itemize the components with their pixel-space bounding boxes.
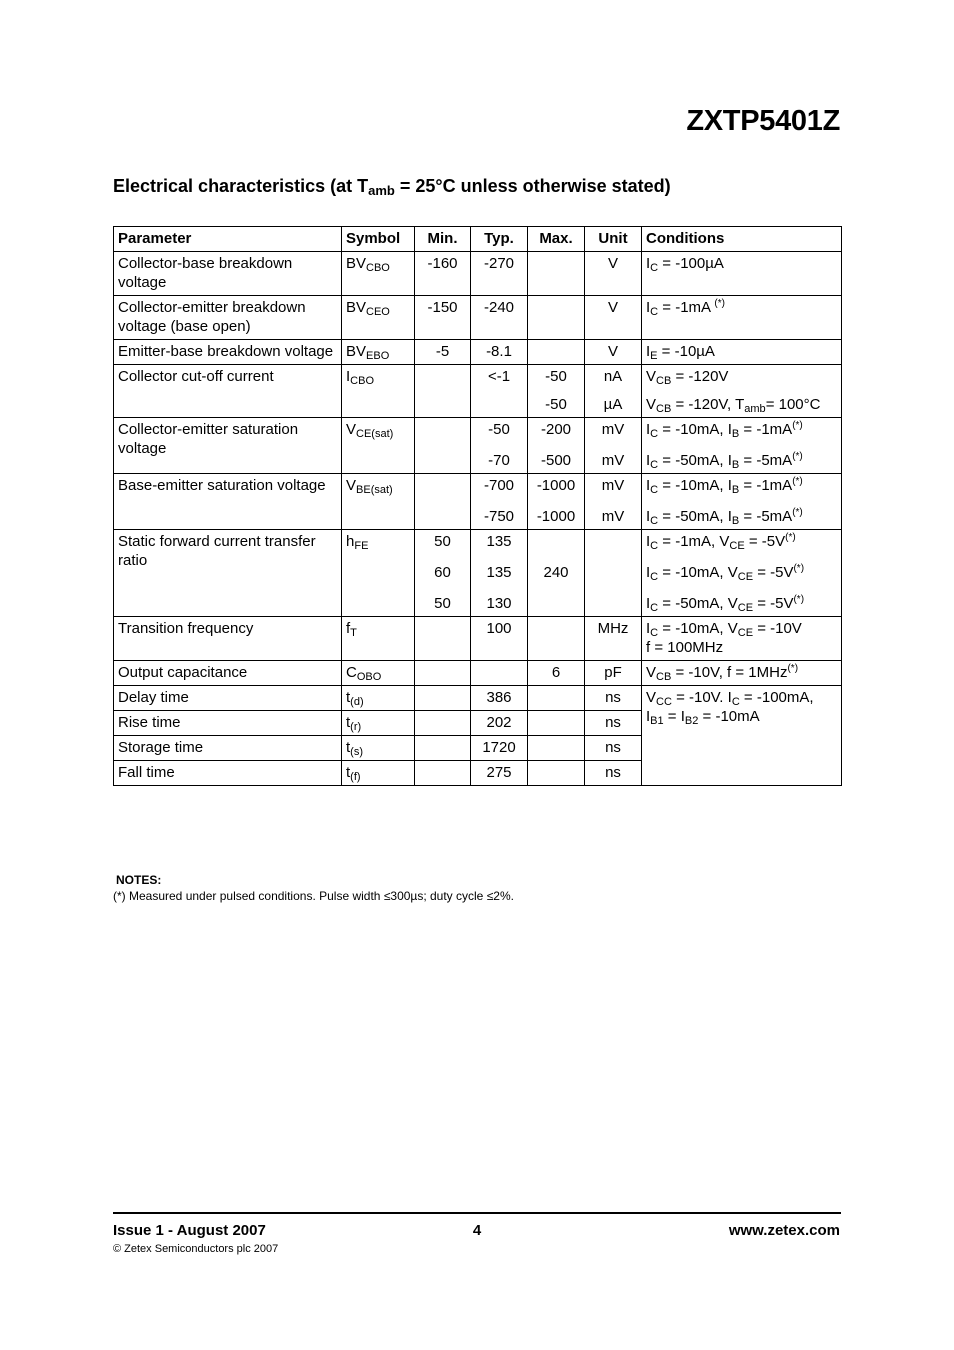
symbol-base: t: [346, 764, 351, 781]
conditions-cell: [642, 418, 842, 474]
subscript: amb: [744, 403, 766, 415]
subscript: C: [650, 428, 659, 440]
typ-cell: [471, 617, 528, 661]
max-cell-value: -50: [545, 396, 567, 413]
max-cell: [528, 418, 585, 474]
condition-line: [646, 638, 837, 657]
typ-cell-value: 100: [486, 620, 512, 637]
unit-cell: [585, 365, 642, 418]
symbol-base: t: [346, 714, 351, 731]
condition-text: = -120V, T: [671, 396, 745, 413]
min-cell: [415, 686, 471, 711]
symbol-sub: CBO: [350, 375, 375, 387]
condition-text: = 100°C: [765, 396, 821, 413]
table-header-row: [114, 227, 842, 252]
conditions-cell: [642, 530, 842, 617]
conditions-cell: [642, 252, 842, 296]
min-cell-value: 60: [434, 564, 451, 581]
symbol-base: C: [346, 664, 357, 681]
condition-text: I: [646, 508, 651, 525]
unit-cell-value: V: [607, 343, 618, 360]
symbol-base: f: [346, 620, 351, 637]
min-cell: [415, 252, 471, 296]
parameter-cell: Fall time: [114, 761, 342, 786]
condition-text: = -10V. I: [671, 689, 732, 706]
condition-text: = -50mA, I: [658, 508, 732, 525]
subscript: C: [650, 515, 659, 527]
condition-line: [646, 688, 837, 707]
parameter-cell: Collector-base breakdown voltage: [114, 252, 342, 296]
superscript: (*): [793, 563, 805, 574]
min-cell: [415, 736, 471, 761]
parameter-cell: Delay time: [114, 686, 342, 711]
condition-text: V: [646, 396, 657, 413]
symbol-cell: [342, 530, 415, 617]
condition-text: I: [646, 477, 651, 494]
parameter-cell: Output capacitance: [114, 661, 342, 686]
table-row: [114, 340, 842, 365]
unit-cell-value: mV: [601, 477, 625, 494]
typ-cell-value: -70: [488, 452, 510, 469]
max-cell: [528, 530, 585, 617]
footer-website[interactable]: www.zetex.com: [728, 1222, 840, 1239]
condition-text: I: [646, 564, 651, 581]
condition-text: I: [646, 255, 651, 272]
min-cell: [415, 296, 471, 340]
condition-text: = -10mA, I: [658, 477, 732, 494]
unit-cell-value: V: [607, 255, 618, 272]
min-cell-value: 50: [434, 533, 451, 550]
symbol-cell: [342, 761, 415, 786]
conditions-cell: [642, 617, 842, 661]
condition-text: I: [646, 595, 651, 612]
section-title-sub: amb: [368, 183, 395, 198]
unit-cell: [585, 474, 642, 530]
condition-line: [646, 507, 837, 526]
subscript: C: [650, 306, 659, 318]
max-cell-value: -500: [540, 452, 572, 469]
condition-text: = -1mA, V: [658, 533, 730, 550]
symbol-sub: FE: [354, 540, 369, 552]
condition-text: I: [646, 620, 651, 637]
max-cell-value: -200: [540, 421, 572, 438]
superscript: (*): [793, 594, 805, 605]
typ-cell-value: -50: [488, 421, 510, 438]
symbol-sub: (f): [350, 771, 361, 783]
condition-text: I: [646, 533, 651, 550]
superscript: (*): [785, 532, 796, 543]
max-cell-value: [532, 532, 580, 551]
unit-cell: [585, 252, 642, 296]
typ-cell-value: 130: [486, 595, 512, 612]
condition-line: [646, 619, 837, 638]
table-row: [114, 661, 842, 686]
condition-text: = -5V: [753, 564, 794, 581]
parameter-cell: Rise time: [114, 711, 342, 736]
condition-line: [646, 594, 837, 613]
symbol-cell: [342, 418, 415, 474]
symbol-base: V: [346, 421, 357, 438]
max-cell-value: [532, 594, 580, 613]
subscript: C: [650, 571, 659, 583]
table-body: [114, 252, 842, 786]
condition-line: [646, 663, 837, 682]
footer-copyright: © Zetex Semiconductors plc 2007: [113, 1243, 279, 1255]
max-cell: [528, 617, 585, 661]
table-row: [114, 296, 842, 340]
max-cell: [528, 761, 585, 786]
symbol-sub: (r): [350, 721, 362, 733]
unit-cell: [585, 530, 642, 617]
conditions-cell: [642, 296, 842, 340]
symbol-cell: [342, 661, 415, 686]
symbol-sub: (s): [350, 746, 363, 758]
subscript: CE: [737, 602, 754, 614]
symbol-sub: CEO: [366, 306, 390, 318]
subscript: CE: [729, 540, 745, 552]
max-cell: [528, 736, 585, 761]
parameter-cell: Static forward current transfer ratio: [114, 530, 342, 617]
conditions-cell: [642, 474, 842, 530]
condition-text: = -50mA, I: [658, 452, 732, 469]
condition-line: [646, 476, 837, 495]
min-cell-value: -5: [435, 343, 450, 360]
unit-cell: [585, 418, 642, 474]
condition-text: = -1mA: [658, 299, 715, 316]
symbol-sub: OBO: [356, 671, 382, 683]
max-cell: [528, 686, 585, 711]
max-cell: [528, 296, 585, 340]
min-cell: [415, 711, 471, 736]
subscript: CC: [656, 696, 672, 708]
min-cell-value: 50: [434, 595, 451, 612]
symbol-sub: (d): [350, 696, 364, 708]
parameter-cell: Emitter-base breakdown voltage: [114, 340, 342, 365]
header-typ: Typ.: [471, 227, 528, 252]
max-cell-value: -50: [545, 368, 567, 385]
condition-text: = -100µA: [658, 255, 724, 272]
symbol-base: h: [346, 533, 355, 550]
subscript: B: [731, 459, 740, 471]
typ-cell-value: <-1: [487, 368, 511, 385]
conditions-cell: [642, 365, 842, 418]
unit-cell: ns: [585, 761, 642, 786]
unit-cell-value: V: [607, 299, 618, 316]
subscript: C: [650, 627, 659, 639]
unit-cell-value: MHz: [597, 620, 629, 637]
subscript: B1: [650, 715, 664, 727]
conditions-cell: [642, 340, 842, 365]
unit-cell-value: mV: [601, 508, 625, 525]
max-cell: [528, 252, 585, 296]
min-cell: [415, 474, 471, 530]
condition-text: = -5mA: [739, 508, 793, 525]
unit-cell: [585, 296, 642, 340]
symbol-cell: [342, 711, 415, 736]
condition-text: V: [646, 689, 657, 706]
section-title: [113, 176, 671, 197]
section-title-suffix: = 25°C unless otherwise stated): [394, 176, 671, 196]
symbol-sub: CE(sat): [356, 428, 394, 440]
table-row: [114, 418, 842, 474]
symbol-cell: [342, 340, 415, 365]
superscript: (*): [787, 663, 799, 674]
table-row: [114, 474, 842, 530]
symbol-cell: [342, 617, 415, 661]
typ-cell: [471, 340, 528, 365]
typ-cell: 1720: [471, 736, 528, 761]
superscript: (*): [792, 476, 803, 487]
condition-line: [646, 563, 837, 582]
parameter-cell: Base-emitter saturation voltage: [114, 474, 342, 530]
footer-page-number: 4: [472, 1222, 482, 1239]
condition-text: = -100mA,: [739, 689, 814, 706]
max-cell-value: 6: [551, 664, 561, 681]
typ-cell: [471, 418, 528, 474]
typ-cell: [471, 661, 528, 686]
unit-cell: ns: [585, 686, 642, 711]
condition-line: [646, 532, 837, 551]
parameter-cell: Transition frequency: [114, 617, 342, 661]
condition-text: I: [646, 452, 651, 469]
symbol-base: BV: [346, 299, 367, 316]
symbol-cell: [342, 474, 415, 530]
max-cell-value: 240: [543, 564, 569, 581]
min-cell: [415, 761, 471, 786]
typ-cell-value: -270: [483, 255, 515, 272]
condition-text: = -10µA: [657, 343, 715, 360]
unit-cell: ns: [585, 736, 642, 761]
symbol-cell: [342, 736, 415, 761]
min-cell: [415, 617, 471, 661]
subscript: B: [731, 484, 740, 496]
notes: [113, 872, 514, 904]
subscript: C: [650, 540, 659, 552]
condition-text: = -1mA: [739, 421, 793, 438]
condition-line: [646, 451, 837, 470]
min-cell: [415, 365, 471, 418]
header-symbol: Symbol: [342, 227, 415, 252]
symbol-cell: [342, 365, 415, 418]
parameter-cell: Collector-emitter breakdown voltage (base open): [114, 296, 342, 340]
symbol-sub: BE(sat): [356, 484, 393, 496]
typ-cell: [471, 365, 528, 418]
symbol-base: V: [346, 477, 357, 494]
typ-cell-value: -700: [483, 477, 515, 494]
max-cell: [528, 365, 585, 418]
symbol-base: BV: [346, 255, 367, 272]
typ-cell-value: -240: [483, 299, 515, 316]
superscript: (*): [792, 507, 803, 518]
table-row: [114, 617, 842, 661]
condition-text: V: [646, 368, 657, 385]
condition-text: = -10mA, V: [658, 564, 738, 581]
unit-cell-value: mV: [601, 452, 625, 469]
symbol-base: BV: [346, 343, 367, 360]
subscript: C: [731, 696, 740, 708]
condition-text: = -50mA, V: [658, 595, 738, 612]
superscript: (*): [714, 298, 725, 309]
max-cell: [528, 661, 585, 686]
typ-cell: 275: [471, 761, 528, 786]
condition-text: I: [646, 708, 651, 725]
condition-line: [646, 707, 837, 726]
condition-text: I: [646, 299, 651, 316]
condition-text: = -5mA: [739, 452, 793, 469]
electrical-characteristics-table: [113, 226, 842, 786]
condition-text: V: [646, 664, 657, 681]
subscript: B: [731, 428, 740, 440]
table-row: [114, 365, 842, 418]
unit-cell: [585, 617, 642, 661]
subscript: E: [650, 350, 658, 362]
min-cell: [415, 661, 471, 686]
subscript: B2: [684, 715, 699, 727]
condition-text: = -10mA, I: [658, 421, 732, 438]
condition-line: [646, 254, 837, 273]
subscript: C: [650, 262, 659, 274]
typ-cell-value: -8.1: [486, 343, 512, 360]
header-parameter: Parameter: [114, 227, 342, 252]
typ-cell-value: 135: [486, 564, 512, 581]
unit-cell-value: mV: [601, 421, 625, 438]
min-cell-value: -150: [427, 299, 458, 316]
condition-text: = -10V, f = 1MHz: [671, 664, 788, 681]
unit-cell: ns: [585, 711, 642, 736]
min-cell: [415, 340, 471, 365]
notes-text: (*) Measured under pulsed conditions. Pulse width ≤300µs; duty cycle ≤2%.: [113, 889, 514, 903]
condition-text: I: [646, 421, 651, 438]
header-conditions: Conditions: [642, 227, 842, 252]
table-row: [114, 252, 842, 296]
symbol-base: I: [346, 368, 351, 385]
header-min: Min.: [415, 227, 471, 252]
condition-line: [646, 395, 837, 414]
unit-cell: [585, 340, 642, 365]
max-cell: [528, 474, 585, 530]
max-cell: [528, 711, 585, 736]
subscript: C: [650, 602, 659, 614]
subscript: CB: [656, 375, 672, 387]
subscript: B: [731, 515, 740, 527]
unit-cell-value: pF: [604, 664, 622, 681]
subscript: CE: [737, 627, 754, 639]
symbol-base: t: [346, 739, 351, 756]
subscript: CE: [737, 571, 754, 583]
condition-text: = -5V: [744, 533, 786, 550]
unit-cell-value: nA: [603, 368, 623, 385]
typ-cell: [471, 296, 528, 340]
max-cell-value: -1000: [536, 477, 576, 494]
header-max: Max.: [528, 227, 585, 252]
condition-text: = -10V: [753, 620, 802, 637]
section-title-prefix: Electrical characteristics (at T: [113, 176, 369, 196]
symbol-sub: T: [350, 627, 357, 639]
min-cell: [415, 418, 471, 474]
symbol-cell: [342, 252, 415, 296]
typ-cell-value: 135: [486, 533, 512, 550]
table-row: [114, 686, 842, 711]
symbol-cell: [342, 296, 415, 340]
symbol-sub: EBO: [366, 350, 390, 362]
superscript: (*): [792, 420, 803, 431]
condition-line: [646, 342, 837, 361]
condition-line: [646, 298, 837, 317]
symbol-sub: CBO: [366, 262, 390, 274]
condition-text: = -10mA: [698, 708, 760, 725]
subscript: CB: [656, 403, 672, 415]
condition-text: = I: [663, 708, 685, 725]
conditions-cell: [642, 661, 842, 686]
typ-cell: [471, 530, 528, 617]
min-cell: [415, 530, 471, 617]
footer-divider: [113, 1212, 841, 1214]
subscript: C: [650, 459, 659, 471]
part-number: ZXTP5401Z: [686, 105, 840, 137]
condition-line: [646, 420, 837, 439]
table-row: [114, 530, 842, 617]
parameter-cell: Collector cut-off current: [114, 365, 342, 418]
max-cell: [528, 340, 585, 365]
condition-text: I: [646, 343, 651, 360]
parameter-cell: Storage time: [114, 736, 342, 761]
footer-issue: Issue 1 - August 2007: [113, 1222, 266, 1239]
typ-cell: 386: [471, 686, 528, 711]
notes-label: NOTES:: [116, 873, 162, 887]
condition-text: = -1mA: [739, 477, 793, 494]
switching-conditions-cell: [642, 686, 842, 786]
condition-text: = -120V: [671, 368, 729, 385]
header-unit: Unit: [585, 227, 642, 252]
min-cell-value: -160: [427, 255, 458, 272]
typ-cell: 202: [471, 711, 528, 736]
typ-cell-value: -750: [483, 508, 515, 525]
symbol-cell: [342, 686, 415, 711]
subscript: C: [650, 484, 659, 496]
typ-cell: [471, 252, 528, 296]
condition-text: f = 100MHz: [646, 639, 724, 656]
unit-cell: [585, 661, 642, 686]
subscript: CB: [656, 671, 672, 683]
symbol-base: t: [346, 689, 351, 706]
superscript: (*): [792, 451, 803, 462]
condition-text: = -5V: [753, 595, 794, 612]
typ-cell: [471, 474, 528, 530]
max-cell-value: -1000: [536, 508, 576, 525]
unit-cell-value: µA: [603, 396, 623, 413]
condition-text: = -10mA, V: [658, 620, 738, 637]
condition-line: [646, 367, 837, 386]
parameter-cell: Collector-emitter saturation voltage: [114, 418, 342, 474]
